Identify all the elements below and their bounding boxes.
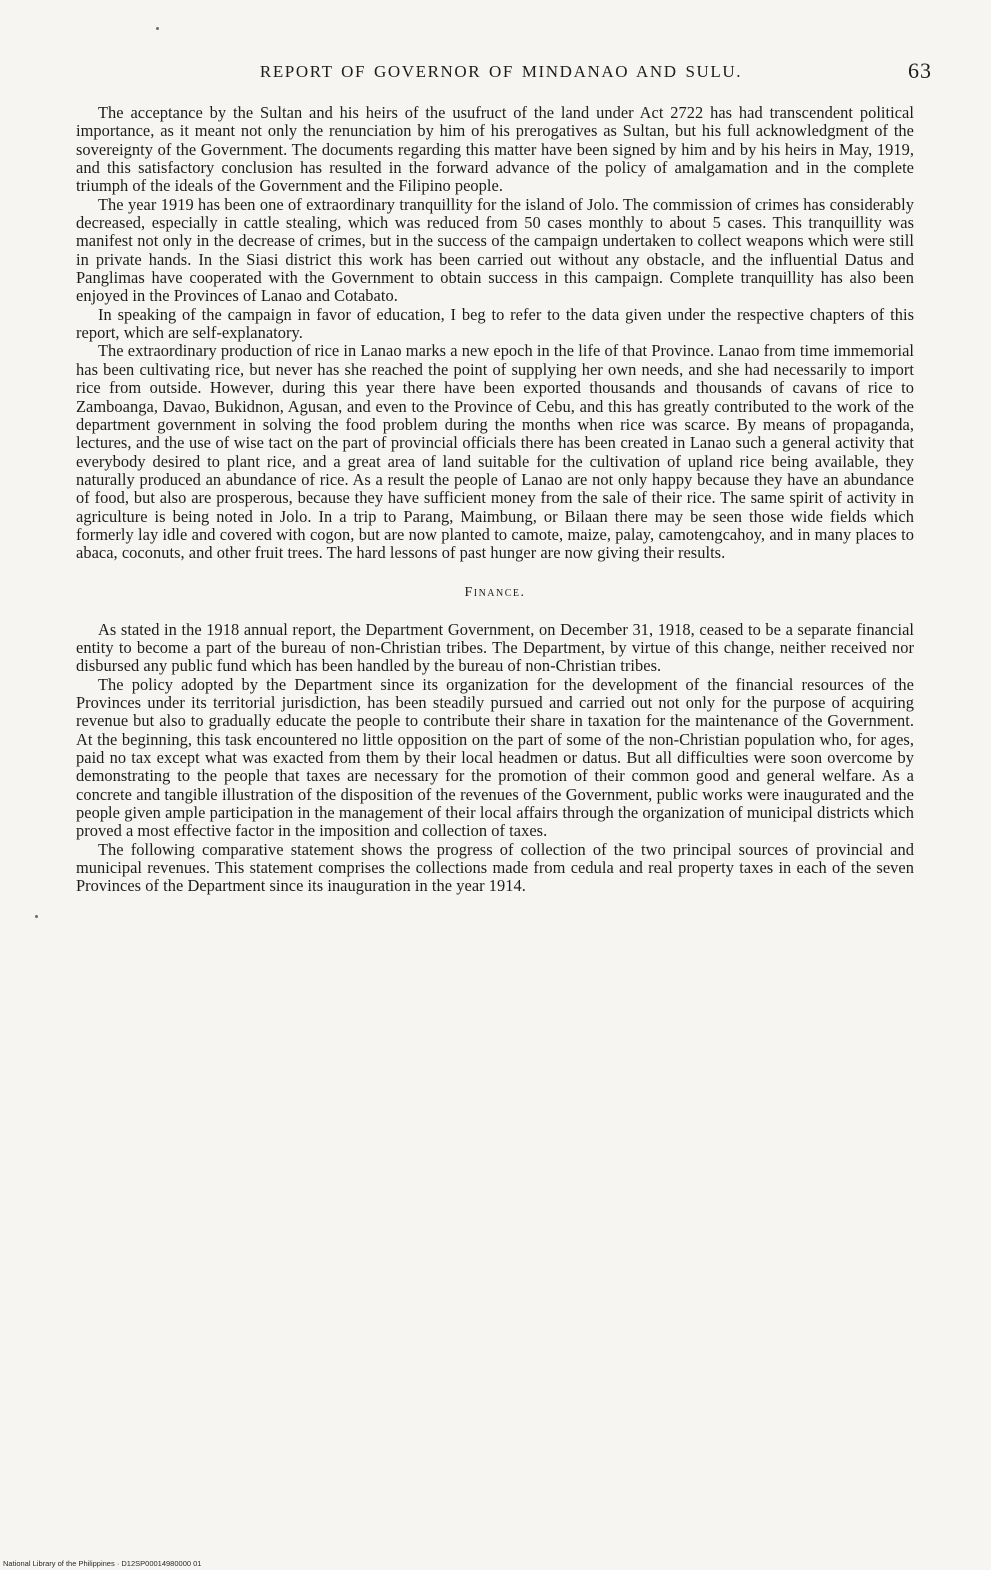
- paragraph-education: In speaking of the campaign in favor of education, I beg to refer to the data given under the respective chapters of this report, which are self-explanatory.: [76, 304, 914, 343]
- page-header: [70, 58, 932, 88]
- paragraph-lanao-rice: The extraordinary production of rice in Lanao marks a new epoch in the life of that Province. Lanao from time immemorial has been cultivating rice, but never has she reached the point of supplying her own needs, and she had necessarily to import rice from outside. However, during this year there have been exported thousands and thousands of cavans of rice to Zamboanga, Davao, Bukidnon, Agusan, and even to the Province of Cebu, and this has greatly contributed to the work of the department government in solving the food problem during the months when rice was scarce. By means of propaganda, lectures, and the use of wise tact on the part of provincial officials there has been created in Lanao such a general activity that everybody desired to plant rice, and a great area of land suitable for the cultivation of upland rice being available, they naturally produced an abundance of rice. As a result the people of Lanao are not only happy because they have an abundance of food, but also are prosperous, because they have sufficient money from the sale of their rice. The same spirit of activity in agriculture is being noted in Jolo. In a trip to Parang, Maimbung, or Bilaan there may be seen those wide fields which formerly lay idle and covered with cogon, but are now planted to camote, maize, palay, camotengcahoy, and in many places to abaca, coconuts, and other fruit trees. The hard lessons of past hunger are now giving their results.: [76, 341, 914, 563]
- paragraph-sultan-usufruct: The acceptance by the Sultan and his heirs of the usufruct of the land under Act 2722 has had transcendent political importance, as it meant not only the renunciation by him of his prerogatives as Sultan, but his full acknowledgment of the sovereignty of the Government. The documents regarding this matter have been signed by him and by his heirs in May, 1919, and this satisfactory conclusion has resulted in the forward advance of the policy of amalgamation and in the complete triumph of the ideals of the Government and the Filipino people.: [76, 103, 914, 196]
- paragraph-comparative-statement: The following comparative statement shows the progress of collection of the two principal sources of provincial and municipal revenues. This statement comprises the collections made from cedula and real property taxes in each of the seven Provinces of the Department since its inauguration in the year 1914.: [76, 839, 914, 896]
- running-head: REPORT OF GOVERNOR OF MINDANAO AND SULU.: [259, 62, 743, 81]
- scan-footer-id: National Library of the Philippines · D12SP00014980000 01: [3, 1559, 202, 1568]
- page-number: 63: [908, 58, 932, 83]
- scan-speck: [156, 27, 159, 30]
- report-body: [76, 104, 914, 896]
- paragraph-jolo-tranquillity: The year 1919 has been one of extraordinary tranquillity for the island of Jolo. The commission of crimes has considerably decreased, especially in cattle stealing, which was reduced from 50 cases monthly to about 5 cases. This tranquillity was manifest not only in the decrease of crimes, but in the success of the campaign undertaken to collect weapons which were still in private hands. In the Siasi district this work has been carried out without any obstacle, and the influential Datus and Panglimas have cooperated with the Government to obtain success in this campaign. Complete tranquillity has also been enjoyed in the Provinces of Lanao and Cotabato.: [76, 194, 914, 306]
- paragraph-finance-policy: The policy adopted by the Department since its organization for the development of the financial resources of the Provinces under its territorial jurisdiction, has been steadily pursued and carried out not only for the purpose of acquiring revenue but also to gradually educate the people to contribute their share in taxation for the maintenance of the Government. At the beginning, this task encountered no little opposition on the part of some of the non-Christian population who, for ages, paid no tax except what was exacted from them by their local headmen or datus. But all difficulties were soon overcome by demonstrating to the people that taxes are necessary for the promotion of their common good and general welfare. As a concrete and tangible illustration of the disposition of the revenues of the Government, public works were inaugurated and the people given ample participation in the management of their local affairs through the organization of municipal districts which proved a most effective factor in the imposition and collection of taxes.: [76, 674, 914, 841]
- paragraph-finance-1918-report: As stated in the 1918 annual report, the Department Government, on December 31, 1918, ceased to be a separate financial entity to become a part of the bureau of non-Christian tribes. The Department, by virtue of this change, neither received nor disbursed any public fund which has been handled by the bureau of non-Christian tribes.: [76, 619, 914, 676]
- scan-speck: [35, 915, 38, 918]
- section-heading-finance: Finance.: [464, 584, 526, 600]
